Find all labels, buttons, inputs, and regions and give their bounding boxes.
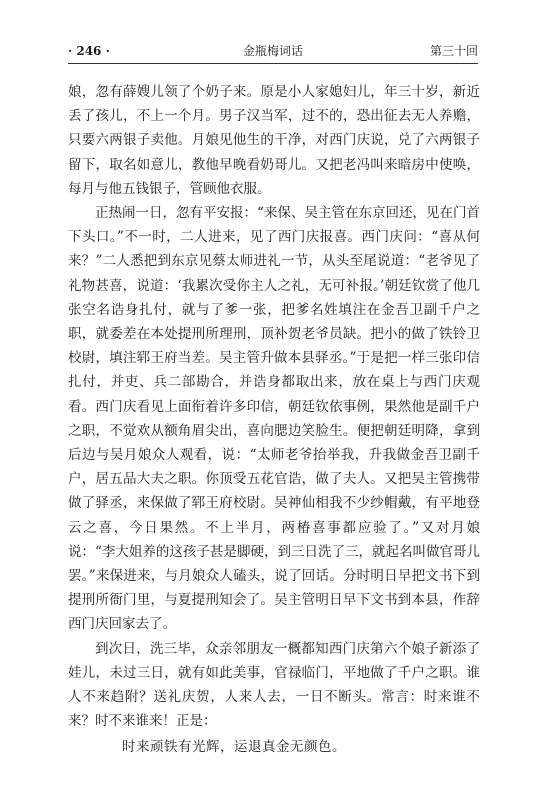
page-number: · 246 · bbox=[68, 44, 110, 58]
paragraph-3: 到次日，洗三毕，众亲邻朋友一概都知西门庆第六个娘子新添了娃儿，未过三日，就有如此美事，官禄临门，平地做了千户之职。谁人不来趋附？送礼庆贺，人来人去，一日不断头。常言：时来谁不来？时不来谁来！正是： bbox=[68, 640, 480, 730]
chapter-title: 第三十回 bbox=[429, 44, 478, 58]
paragraph-2: 正热闹一日，忽有平安报：“来保、吴主管在东京回还，见在门首下头口。”不一时，二人进来，见了西门庆报喜。西门庆问：“喜从何来？”二人悉把到东京见蔡太师进礼一节，从头至尾说道：“老爷见了礼物甚喜，说道：‘我累次受你主人之礼，无可补报。’朝廷钦赏了他几张空名诰身扎付，就与了爹一张，把爹名姓填注在金吾卫副千户之职，就委差在本处提刑所理刑，顶补贺老爷员缺。把小的做了铁铃卫校尉，填注郓王府当差。吴主管升做本县驿丞。”于是把一样三张印信扎付，并吏、兵二部勘合，并诰身都取出来，放在桌上与西门庆观看。西门庆看见上面衔着许多印信，朝廷钦依事例，果然他是副千户之职，不觉欢从额角眉尖出，喜向腮边笑脸生。便把朝廷明降，拿到后边与吴月娘众人观看，说：“太师老爷抬举我，升我做金吾卫副千户，居五品大夫之职。你顶受五花官诰，做了夫人。又把吴主管携带做了驿丞，来保做了郓王府校尉。吴神仙相我不少纱帽戴，有平地登云之喜，今日果然。不上半月，两椿喜事都应验了。”又对月娘说：“李大姐养的这孩子甚是脚硬，到三日洗了三，就起名叫做官哥儿罢。”来保进来，与月娘众人磕头，说了回话。分时明日早把文书下到提刑所衙门里，与夏提刑知会了。吴主管明日早下文书到本县，作辞西门庆回家去了。 bbox=[68, 205, 480, 633]
header-rule bbox=[68, 63, 478, 64]
page-body bbox=[68, 80, 480, 759]
running-header bbox=[68, 40, 478, 62]
book-title: 金瓶梅词话 bbox=[242, 44, 303, 58]
paragraph-1: 娘，忽有薛嫂儿领了个奶子来。原是小人家媳妇儿，年三十岁，新近丢了孩儿，不上一个月。男子汉当军，过不的，恐出征去无人养赡，只要六两银子卖他。月娘见他生的干净，对西门庆说，兑了六两银子留下，取名如意儿，教他早晚看奶哥儿。又把老冯叫来暗房中使唤，每月与他五钱银子，管顾他衣服。 bbox=[68, 84, 480, 197]
poem-line: 时来顽铁有光辉，运退真金无颜色。 bbox=[122, 739, 346, 756]
